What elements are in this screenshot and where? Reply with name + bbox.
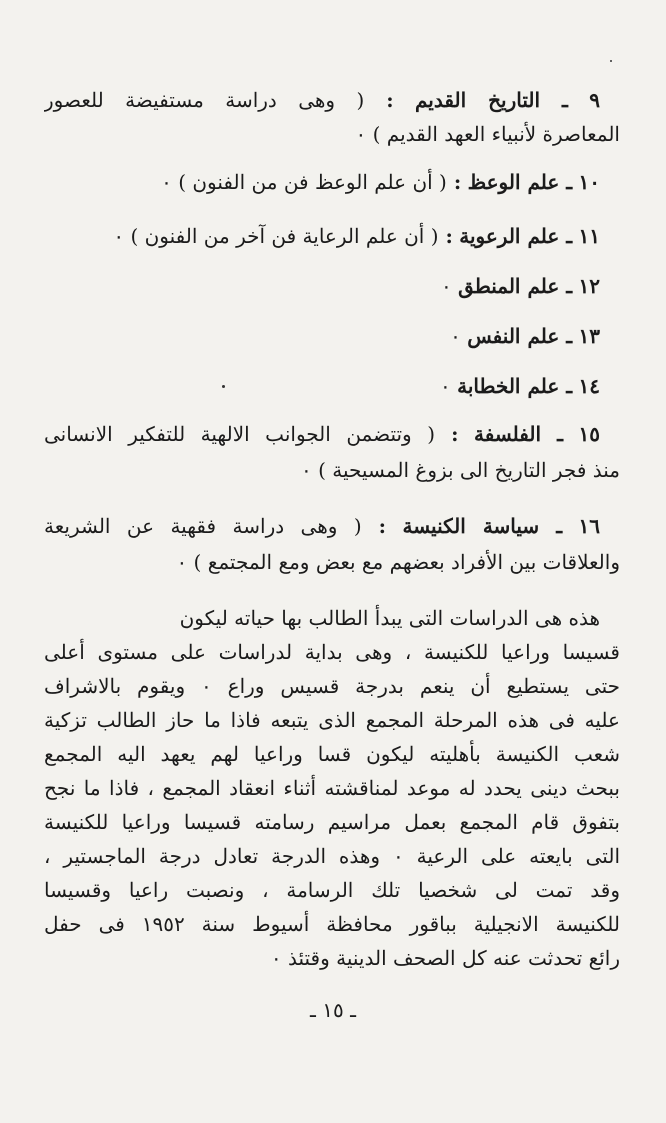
item-heading: علم الوعظ (467, 170, 560, 194)
page-number: ـ ١٥ ـ (310, 998, 356, 1022)
paragraph-line-3: حتى يستطيع أن ينعم بدرجة قسيس وراع ٠ ويقوم بالاشراف (44, 674, 620, 698)
item-number: ١٦ (578, 514, 600, 538)
item-number: ١٤ (578, 374, 600, 398)
paragraph-line-8: التى بايعته على الرعية ٠ وهذه الدرجة تعادل درجة الماجستير ، (44, 844, 620, 868)
item-15-continuation: منذ فجر التاريخ الى بزوغ المسيحية ) ٠ (301, 458, 620, 482)
item-number: ٩ (589, 88, 600, 112)
paragraph-line-7: بتفوق قام المجمع بعمل مراسيم رسامته قسيسا وراعيا للكنيسة (44, 810, 620, 834)
item-9-line: ٩ ـ التاريخ القديم : ( وهى دراسة مستفيضة للعصور (44, 88, 600, 112)
item-text: ( وهى دراسة فقهية عن الشريعة (44, 514, 362, 538)
item-number: ١٠ (578, 170, 600, 194)
paper-speck (610, 60, 612, 62)
item-number: ١١ (578, 224, 600, 248)
item-heading: التاريخ القديم (415, 88, 541, 112)
paragraph-line-6: ببحث دينى يحدد له موعد لمناقشته أثناء انعقاد المجمع ، فاذا ما نجح (44, 776, 620, 800)
paragraph-line-9: وقد تمت لى شخصيا تلك الرسامة ، ونصبت راعيا وقسيسا (44, 878, 620, 902)
item-16-continuation: والعلاقات بين الأفراد بعضهم مع بعض ومع المجتمع ) ٠ (176, 550, 620, 574)
item-number: ١٥ (578, 422, 600, 446)
item-text: ( أن علم الرعاية فن آخر من الفنون ) ٠ (113, 224, 439, 248)
item-text: ٠ (440, 374, 451, 398)
item-16-line: ١٦ ـ سياسة الكنيسة : ( وهى دراسة فقهية عن الشريعة (44, 514, 600, 538)
paragraph-line-4: عليه فى هذه المرحلة المجمع الذى يتبعه فاذا ما حاز الطالب تزكية (44, 708, 620, 732)
item-text: ( وهى دراسة مستفيضة للعصور (44, 88, 365, 112)
item-15-line: ١٥ ـ الفلسفة : ( وتتضمن الجوانب الالهية للتفكير الانسانى (44, 422, 600, 446)
item-text: ٠ (441, 274, 452, 298)
paragraph-line-11: رائع تحدثت عنه كل الصحف الدينية وقتئذ ٠ (270, 946, 620, 970)
item-11-line: ١١ ـ علم الرعوية : ( أن علم الرعاية فن آخر من الفنون ) ٠ (113, 224, 600, 248)
item-9-continuation: المعاصرة لأنبياء العهد القديم ) ٠ (355, 122, 620, 146)
item-14-line: ١٤ ـ علم الخطابة ٠ (440, 374, 600, 398)
item-heading: علم النفس (467, 324, 560, 348)
paragraph-line-5: شعب الكنيسة بأهليته ليكون قسا وراعيا لهم يعهد اليه المجمع (44, 742, 620, 766)
paragraph-line-1: هذه هى الدراسات التى يبدأ الطالب بها حياته ليكون (179, 606, 600, 630)
item-text: ٠ (450, 324, 461, 348)
paragraph-line-10: للكنيسة الانجيلية بباقور محافظة أسيوط سنة ١٩٥٢ فى حفل (44, 912, 620, 936)
paper-speck (222, 385, 225, 388)
item-text: ( أن علم الوعظ فن من الفنون ) ٠ (161, 170, 447, 194)
item-heading: علم الرعوية (459, 224, 560, 248)
item-12-line: ١٢ ـ علم المنطق ٠ (441, 274, 600, 298)
item-heading: علم المنطق (458, 274, 560, 298)
item-number: ١٣ (578, 324, 600, 348)
item-heading: سياسة الكنيسة (402, 514, 540, 538)
item-heading: الفلسفة (474, 422, 542, 446)
item-number: ١٢ (578, 274, 600, 298)
item-13-line: ١٣ ـ علم النفس ٠ (450, 324, 600, 348)
item-text: ( وتتضمن الجوانب الالهية للتفكير الانسانى (44, 422, 436, 446)
paragraph-line-2: قسيسا وراعيا للكنيسة ، وهى بداية لدراسات على مستوى أعلى (44, 640, 620, 664)
item-heading: علم الخطابة (457, 374, 560, 398)
item-10-line: ١٠ ـ علم الوعظ : ( أن علم الوعظ فن من الفنون ) ٠ (161, 170, 600, 194)
